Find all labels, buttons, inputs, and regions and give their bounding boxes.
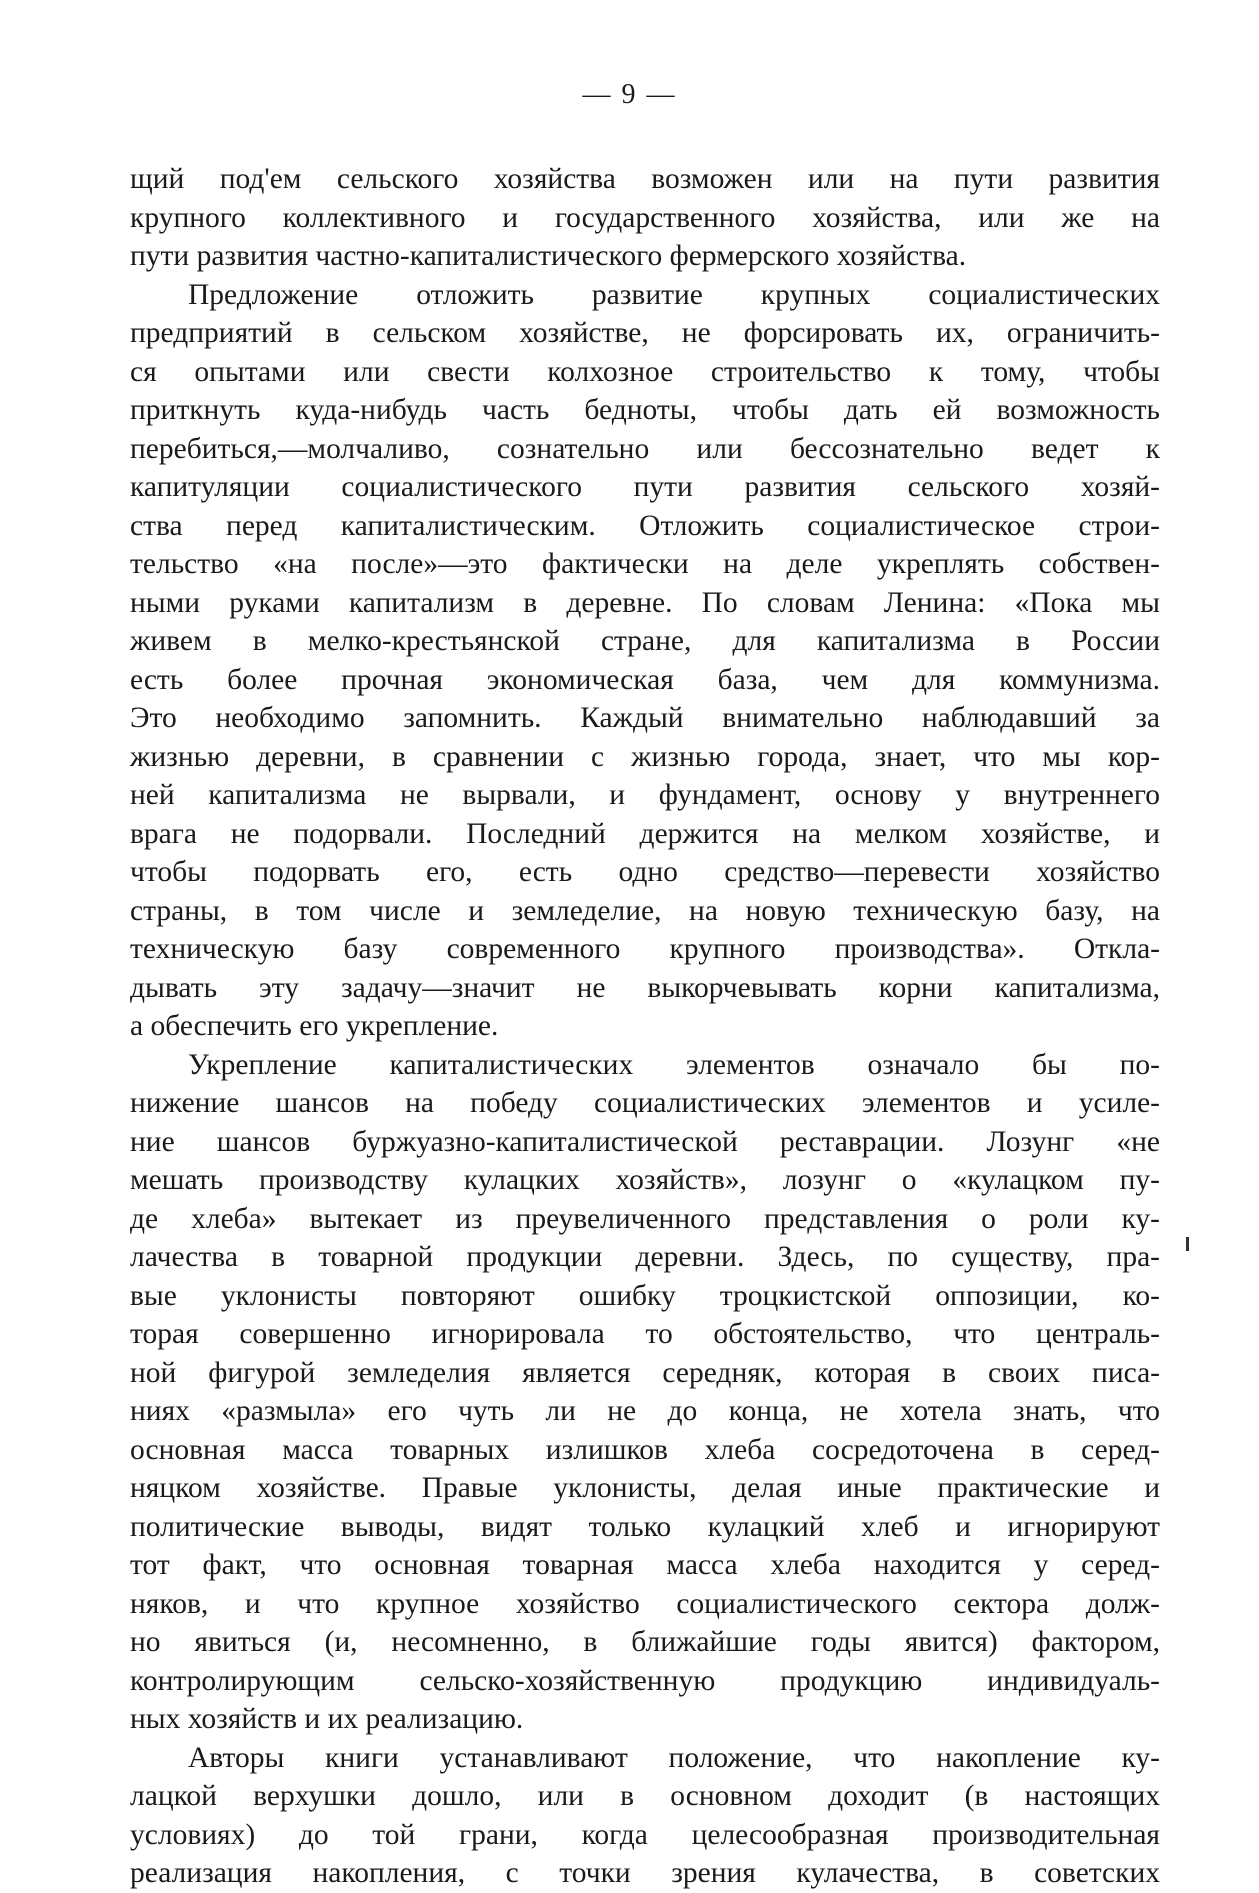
text-line: ными руками капитализм в деревне. По словам Ленина: «Пока мы <box>130 586 1160 619</box>
text-line: крупного коллективного и государственного хозяйства, или же на <box>130 201 1160 234</box>
text-line: жизнью деревни, в сравнении с жизнью города, знает, что мы кор- <box>130 740 1160 773</box>
text-line: а обеспечить его укрепление. <box>130 1010 499 1042</box>
text-line: приткнуть куда-нибудь часть бедноты, чтобы дать ей возможность <box>130 394 1160 426</box>
paragraph <box>130 276 1160 1046</box>
text-line: торая совершенно игнорировала то обстоятельство, что централь- <box>130 1318 1160 1350</box>
text-line: Укрепление капиталистических элементов означало бы по- <box>188 1048 1160 1081</box>
text-line: условиях) до той грани, когда целесообразная производительная <box>130 1818 1160 1851</box>
text-line: реализация накопления, с точки зрения кулачества, в советских <box>130 1857 1160 1889</box>
text-line: Предложение отложить развитие крупных социалистических <box>188 278 1160 311</box>
text-line: капитуляции социалистического пути развития сельского хозяй- <box>130 471 1160 503</box>
text-line: ной фигурой земледелия является середняк, которая в своих писа- <box>130 1356 1160 1389</box>
text-line: чтобы подорвать его, есть одно средство—перевести хозяйство <box>130 856 1160 888</box>
body-text <box>130 160 1160 1893</box>
text-line: страны, в том числе и земледелие, на новую техническую базу, на <box>130 894 1160 927</box>
text-line: пути развития частно-капиталистического фермерского хозяйства. <box>130 240 967 272</box>
text-line: Авторы книги устанавливают положение, что накопление ку- <box>188 1741 1160 1774</box>
text-line: щий под'ем сельского хозяйства возможен или на пути развития <box>130 163 1160 195</box>
text-line: ных хозяйств и их реализацию. <box>130 1703 524 1735</box>
text-line: ниях «размыла» его чуть ли не до конца, не хотела знать, что <box>130 1395 1160 1427</box>
text-line: политические выводы, видят только кулацкий хлеб и игнорируют <box>130 1510 1160 1543</box>
text-line: де хлеба» вытекает из преувеличенного представления о роли ку- <box>130 1202 1160 1235</box>
text-line: основная масса товарных излишков хлеба сосредоточена в серед- <box>130 1433 1160 1466</box>
scan-artifact-mark <box>1186 1237 1189 1251</box>
text-line: тот факт, что основная товарная масса хлеба находится у серед- <box>130 1549 1160 1581</box>
text-line: есть более прочная экономическая база, чем для коммунизма. <box>130 663 1160 696</box>
paragraph <box>130 1739 1160 1893</box>
text-line: техническую базу современного крупного производства». Откла- <box>130 933 1160 965</box>
text-line: тельство «на после»—это фактически на деле укреплять собствен- <box>130 548 1160 580</box>
text-line: ся опытами или свести колхозное строительство к тому, чтобы <box>130 355 1160 388</box>
text-line: няков, и что крупное хозяйство социалистического сектора долж- <box>130 1587 1160 1620</box>
text-line: Это необходимо запомнить. Каждый внимательно наблюдавший за <box>130 702 1160 734</box>
text-line: перебиться,—молчаливо, сознательно или бессознательно ведет к <box>130 432 1160 465</box>
page-number: — 9 — <box>582 79 677 110</box>
text-line: лачества в товарной продукции деревни. Здесь, по существу, пра- <box>130 1241 1160 1273</box>
text-line: дывать эту задачу—значит не выкорчевывать корни капитализма, <box>130 971 1160 1004</box>
text-line: ней капитализма не вырвали, и фундамент, основу у внутреннего <box>130 779 1160 811</box>
text-line: мешать производству кулацких хозяйств», лозунг о «кулацком пу- <box>130 1164 1160 1196</box>
text-line: предприятий в сельском хозяйстве, не форсировать их, ограничить- <box>130 317 1160 349</box>
text-line: живем в мелко-крестьянской стране, для капитализма в России <box>130 625 1160 657</box>
text-line: ства перед капиталистическим. Отложить социалистическое строи- <box>130 509 1160 542</box>
text-line: няцком хозяйстве. Правые уклонисты, делая иные практические и <box>130 1472 1160 1504</box>
text-line: ние шансов буржуазно-капиталистической реставрации. Лозунг «не <box>130 1125 1160 1158</box>
text-line: вые уклонисты повторяют ошибку троцкистской оппозиции, ко- <box>130 1279 1160 1312</box>
text-line: но явиться (и, несомненно, в ближайшие годы явится) фактором, <box>130 1626 1160 1658</box>
text-line: контролирующим сельско-хозяйственную продукцию индивидуаль- <box>130 1664 1160 1697</box>
text-line: лацкой верхушки дошло, или в основном доходит (в настоящих <box>130 1780 1160 1812</box>
text-line: врага не подорвали. Последний держится на мелком хозяйстве, и <box>130 817 1160 850</box>
paragraph <box>130 160 1160 276</box>
text-line: нижение шансов на победу социалистических элементов и усиле- <box>130 1087 1160 1119</box>
paragraph <box>130 1046 1160 1739</box>
